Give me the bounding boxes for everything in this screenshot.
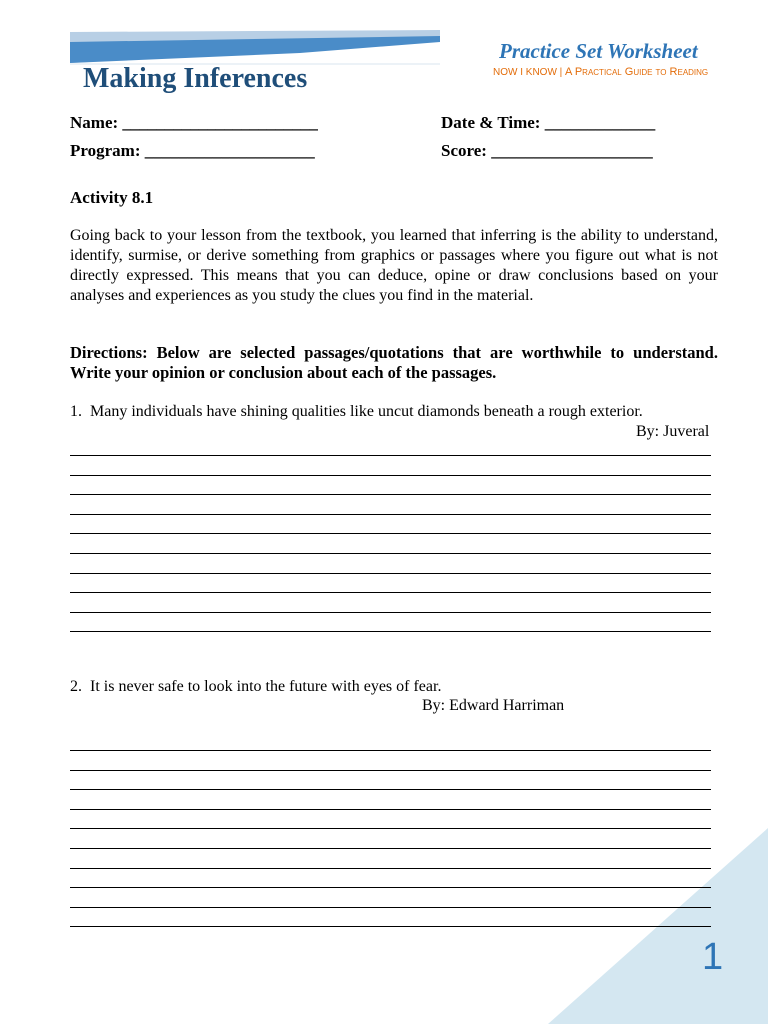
item-2-answer-line[interactable] <box>70 848 711 849</box>
item-2-answer-line[interactable] <box>70 907 711 908</box>
item-2-text <box>70 677 441 697</box>
date-time-field[interactable]: Date & Time: _____________ <box>441 113 656 132</box>
program-field[interactable]: Program: ____________________ <box>70 141 315 160</box>
item-2-answer-line[interactable] <box>70 887 711 888</box>
item-1-answer-line[interactable] <box>70 592 711 593</box>
item-1-answer-line[interactable] <box>70 631 711 632</box>
item-2-answer-line[interactable] <box>70 868 711 869</box>
name-field[interactable]: Name: _______________________ <box>70 113 318 132</box>
item-1-text <box>70 402 643 422</box>
item-1-quote: Many individuals have shining qualities like uncut diamonds beneath a rough exterior. <box>90 403 643 420</box>
item-2-quote: It is never safe to look into the future with eyes of fear. <box>90 678 442 695</box>
score-field[interactable]: Score: ___________________ <box>441 141 653 160</box>
item-1-answer-line[interactable] <box>70 455 711 456</box>
item-1-answer-line[interactable] <box>70 612 711 613</box>
page-title: Making Inferences <box>83 63 308 94</box>
item-2-answer-line[interactable] <box>70 770 711 771</box>
book-subtitle-name: A Practical Guide to Reading <box>565 66 709 78</box>
item-1-author: By: Juveral <box>636 423 710 440</box>
item-1-answer-line[interactable] <box>70 553 711 554</box>
item-1-answer-line[interactable] <box>70 573 711 574</box>
activity-heading: Activity 8.1 <box>70 188 154 207</box>
worksheet-label: Practice Set Worksheet <box>499 39 698 63</box>
directions: Directions: Below are selected passages/quotations that are worthwhile to understand. Write your opinion or conclusion about each of the passages. <box>70 343 718 382</box>
item-1-answer-line[interactable] <box>70 475 711 476</box>
item-2-answer-line[interactable] <box>70 789 711 790</box>
item-2-answer-line[interactable] <box>70 809 711 810</box>
item-2-answer-line[interactable] <box>70 828 711 829</box>
activity-intro: Going back to your lesson from the textbook, you learned that inferring is the ability to understand, identify, surmise, or derive something from graphics or passages where you figure out what is not directly expressed. This means that you can deduce, opine or draw conclusions based on your analyses and experiences as you study the clues you find in the material. <box>70 227 718 304</box>
item-2-answer-line[interactable] <box>70 750 711 751</box>
item-1-answer-line[interactable] <box>70 533 711 534</box>
item-1-answer-line[interactable] <box>70 494 711 495</box>
item-1-answer-line[interactable] <box>70 514 711 515</box>
page-number: 1 <box>702 936 724 978</box>
book-subtitle <box>493 66 708 79</box>
book-subtitle-prefix: NOW I KNOW | <box>493 67 566 78</box>
item-1-number: 1. <box>70 403 82 420</box>
item-2-number: 2. <box>70 678 82 695</box>
item-2-author: By: Edward Harriman <box>422 697 565 714</box>
item-2-answer-line[interactable] <box>70 926 711 927</box>
